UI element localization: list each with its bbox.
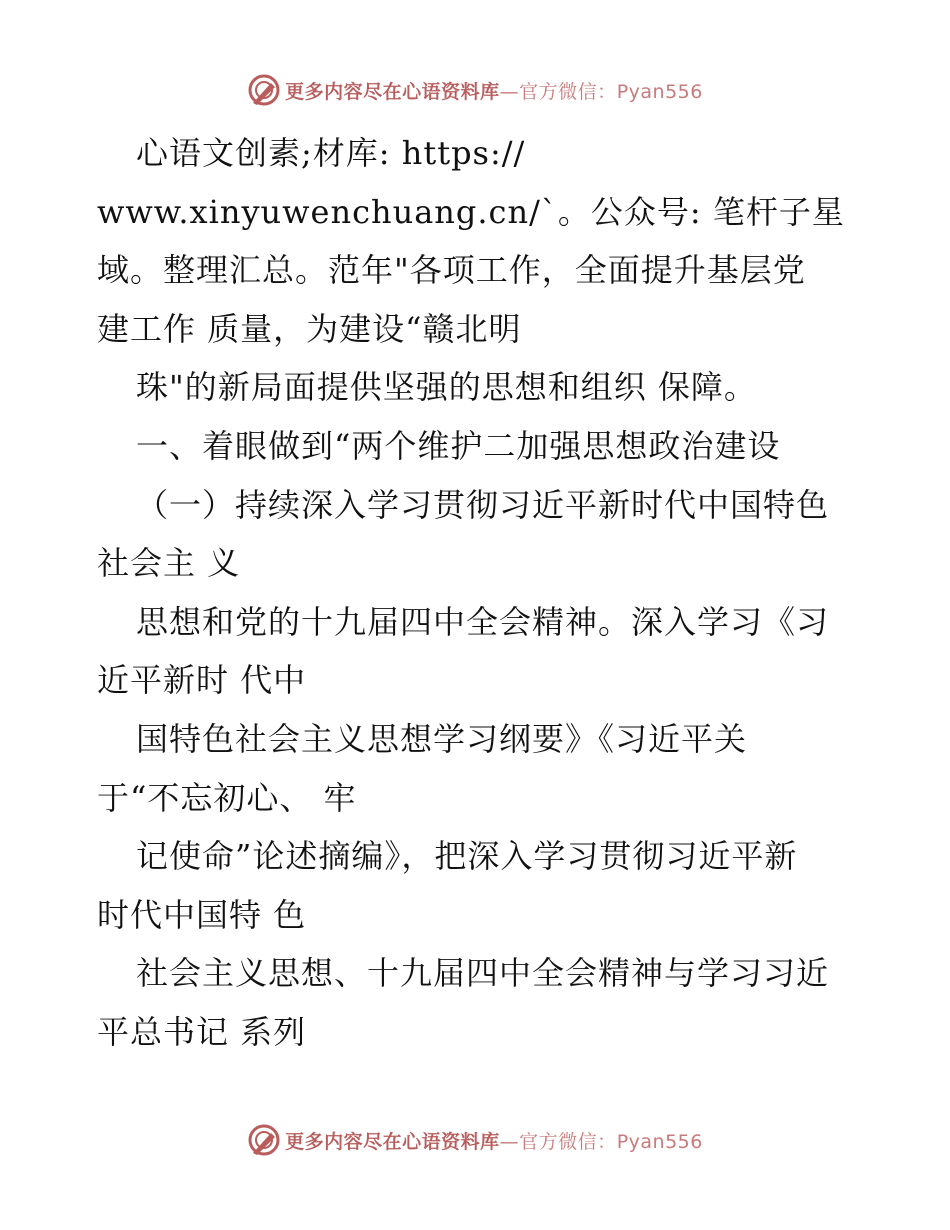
- banner-lead: 更多内容尽在心语资料库: [285, 1130, 500, 1153]
- text-line: 记使命”论述摘编》，把深入学习贯彻习近平新: [136, 837, 798, 876]
- text-line: 社会主义思想、十九届四中全会精神与学习习近: [136, 954, 830, 993]
- pen-logo-icon: [247, 1123, 281, 1157]
- text-line: 思想和党的十九届四中全会精神。深入学习《习: [136, 602, 830, 641]
- text-line: 域。整理汇总。范年"各项工作，全面提升基层党: [97, 251, 806, 290]
- text-line: 平总书记 系列: [97, 1012, 307, 1051]
- text-line: www.xinyuwenchuang.cn/`。公众号: 笔杆子星: [97, 192, 845, 231]
- pen-logo-icon: [247, 73, 281, 107]
- text-line: 时代中国特 色: [97, 895, 307, 934]
- text-line: 建工作 质量，为建设“赣北明: [97, 309, 522, 348]
- banner-official: 官方微信：: [519, 1130, 617, 1153]
- text-line: 国特色社会主义思想学习纲要》《习近平关: [136, 719, 748, 758]
- banner-official: 官方微信：: [519, 80, 617, 103]
- banner-wechat: Pyan556: [616, 80, 703, 103]
- banner-text: [285, 1127, 703, 1154]
- text-line: 社会主 义: [97, 544, 241, 583]
- subsection-heading: （一）持续深入学习贯彻习近平新时代中国特色: [136, 485, 830, 524]
- banner-text: [285, 77, 703, 104]
- section-heading: 一、着眼做到“两个维护二加强思想政治建设: [136, 426, 781, 465]
- banner-dash: —: [499, 80, 520, 103]
- text-line: 心语文创素;材库: https://: [136, 134, 526, 172]
- text-line: 近平新时 代中: [97, 661, 307, 700]
- banner-dash: —: [499, 1130, 520, 1153]
- header-banner: [0, 70, 950, 110]
- text-line: 珠"的新局面提供坚强的思想和组织 保障。: [136, 368, 757, 407]
- text-line: 于“不忘初心、 牢: [97, 778, 357, 817]
- document-body: [97, 124, 877, 1062]
- footer-banner: [0, 1120, 950, 1160]
- banner-wechat: Pyan556: [616, 1130, 703, 1153]
- banner-lead: 更多内容尽在心语资料库: [285, 80, 500, 103]
